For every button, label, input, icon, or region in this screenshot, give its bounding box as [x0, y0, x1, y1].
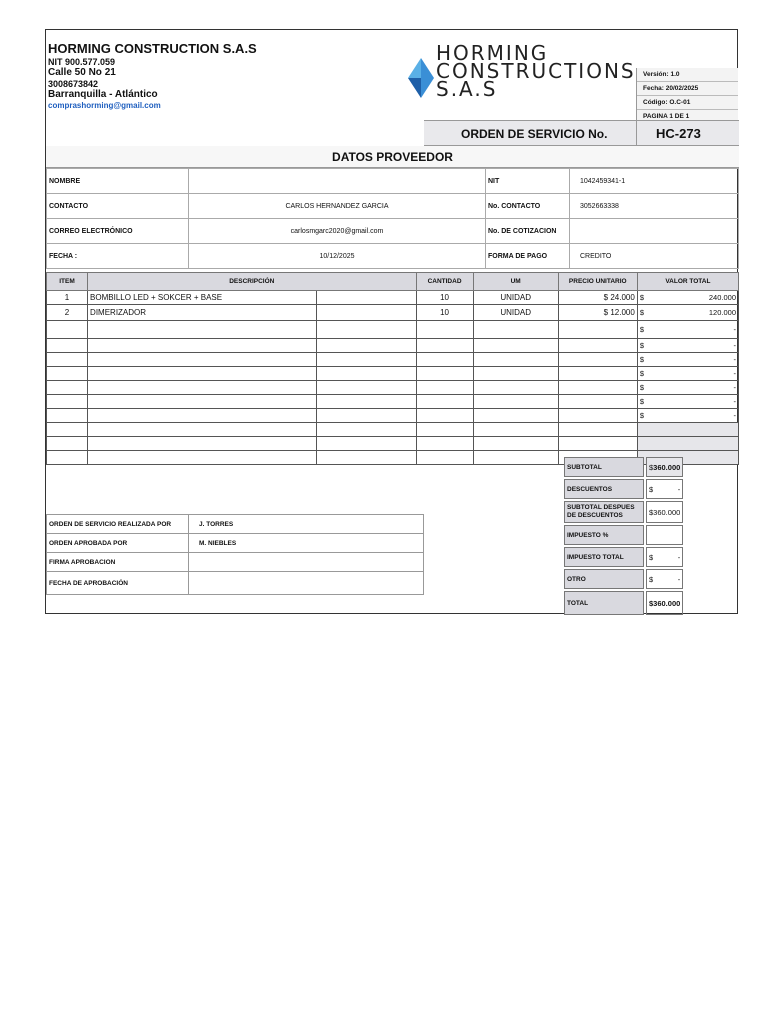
supplier-row-correo	[47, 219, 739, 244]
cell-descripcion[interactable]	[88, 339, 317, 353]
currency-symbol: $	[639, 369, 644, 378]
cotizacion-label: No. DE COTIZACION	[486, 219, 570, 244]
impuesto-total-amount: -	[677, 552, 681, 562]
subtotal-desc-value	[646, 501, 683, 523]
otro-row	[564, 569, 683, 589]
company-city: Barranquilla - Atlántico	[48, 89, 158, 101]
company-nit: NIT 900.577.059	[48, 56, 116, 67]
aprobada-label: ORDEN APROBADA POR	[47, 534, 189, 553]
firma-value[interactable]	[189, 553, 424, 572]
cell-item[interactable]	[47, 381, 88, 395]
logo-line-1: HORMING	[436, 41, 549, 65]
table-row	[47, 395, 739, 409]
cell-precio[interactable]	[558, 423, 637, 437]
cell-blank[interactable]	[317, 367, 416, 381]
cell-item[interactable]	[47, 451, 88, 465]
no-contacto-label: No. CONTACTO	[486, 194, 570, 219]
table-row	[47, 305, 739, 321]
money-value	[640, 369, 736, 378]
fecha-aprobacion-value[interactable]	[189, 572, 424, 595]
cell-item[interactable]	[47, 395, 88, 409]
valor-amount: 120.000	[708, 308, 736, 317]
impuesto-total-label: IMPUESTO TOTAL	[564, 547, 644, 567]
nombre-label: NOMBRE	[47, 169, 189, 194]
cell-um[interactable]	[473, 395, 558, 409]
company-name: HORMING CONSTRUCTION S.A.S	[48, 41, 257, 56]
logo-wordmark	[436, 41, 636, 101]
supplier-section-title: DATOS PROVEEDOR	[46, 146, 739, 168]
cell-valor	[637, 367, 738, 381]
cotizacion-value[interactable]	[570, 219, 739, 244]
cell-cantidad[interactable]: 10	[416, 291, 473, 305]
contacto-label: CONTACTO	[47, 194, 189, 219]
cell-valor	[637, 409, 738, 423]
cell-blank[interactable]	[317, 437, 416, 451]
no-contacto-value[interactable]: 3052663338	[570, 194, 739, 219]
descuentos-amount: -	[677, 484, 681, 494]
currency-symbol: $	[639, 293, 644, 302]
cell-blank[interactable]	[317, 321, 416, 339]
money-value	[640, 325, 736, 334]
col-um: UM	[473, 273, 558, 291]
fecha-aprobacion-row	[47, 572, 424, 595]
cell-precio[interactable]	[558, 409, 637, 423]
money-value	[640, 355, 736, 364]
divider	[636, 121, 637, 145]
valor-amount: -	[733, 355, 736, 364]
cell-item[interactable]	[47, 423, 88, 437]
money-value	[640, 383, 736, 392]
logo-line-2: CONSTRUCTIONS	[436, 59, 636, 83]
descuentos-value[interactable]	[646, 479, 683, 499]
totals-table	[562, 455, 739, 617]
cell-item[interactable]: 2	[47, 305, 88, 321]
service-order-sheet	[45, 29, 738, 614]
nit-value[interactable]: 1042459341-1	[570, 169, 739, 194]
cell-blank[interactable]	[317, 353, 416, 367]
subtotal-desc-row	[564, 501, 683, 523]
cell-descripcion[interactable]	[88, 437, 317, 451]
cell-cantidad[interactable]	[416, 395, 473, 409]
cell-um[interactable]	[473, 423, 558, 437]
cell-um[interactable]	[473, 409, 558, 423]
col-precio: PRECIO UNITARIO	[558, 273, 637, 291]
total-label: TOTAL	[564, 591, 644, 615]
firma-row	[47, 553, 424, 572]
currency-symbol: $	[649, 462, 654, 472]
currency-symbol: $	[639, 325, 644, 334]
currency-symbol: $	[639, 397, 644, 406]
subtotal-desc-amount: 360.000	[653, 507, 681, 517]
items-table	[46, 272, 739, 465]
supplier-row-contacto	[47, 194, 739, 219]
money-value	[640, 397, 736, 406]
cell-um[interactable]	[473, 437, 558, 451]
otro-label: OTRO	[564, 569, 644, 589]
currency-symbol: $	[649, 507, 654, 517]
cell-cantidad[interactable]	[416, 381, 473, 395]
valor-amount: -	[733, 397, 736, 406]
aprobada-row	[47, 534, 424, 553]
total-amount: 360.000	[653, 598, 681, 608]
fecha-label: FECHA :	[47, 244, 189, 269]
money-value	[640, 293, 736, 302]
cell-descripcion[interactable]	[88, 423, 317, 437]
fecha-value[interactable]: 10/12/2025	[189, 244, 486, 269]
subtotal-value	[646, 457, 683, 477]
realizada-row	[47, 515, 424, 534]
cell-um[interactable]	[473, 353, 558, 367]
cell-descripcion[interactable]	[88, 395, 317, 409]
cell-blank[interactable]	[317, 291, 416, 305]
currency-symbol: $	[649, 484, 654, 494]
cell-precio[interactable]: $ 12.000	[558, 305, 637, 321]
cell-blank[interactable]	[317, 409, 416, 423]
firma-label: FIRMA APROBACION	[47, 553, 189, 572]
cell-cantidad[interactable]	[416, 409, 473, 423]
cell-descripcion[interactable]: DIMERIZADOR	[88, 305, 317, 321]
cell-valor	[637, 291, 738, 305]
cell-precio[interactable]	[558, 353, 637, 367]
cell-um[interactable]	[473, 381, 558, 395]
table-row	[47, 291, 739, 305]
currency-symbol: $	[649, 574, 654, 584]
cell-cantidad[interactable]: 10	[416, 305, 473, 321]
impuesto-pct-value[interactable]	[646, 525, 683, 545]
valor-amount: -	[733, 369, 736, 378]
cell-item[interactable]	[47, 409, 88, 423]
cell-descripcion[interactable]	[88, 367, 317, 381]
table-row	[47, 437, 739, 451]
cell-valor	[637, 381, 738, 395]
order-label: ORDEN DE SERVICIO No.	[461, 127, 608, 141]
cell-precio[interactable]: $ 24.000	[558, 291, 637, 305]
cell-precio[interactable]	[558, 395, 637, 409]
cell-cantidad[interactable]	[416, 367, 473, 381]
table-row	[47, 321, 739, 339]
total-row	[564, 591, 683, 615]
cell-descripcion[interactable]	[88, 321, 317, 339]
cell-um[interactable]	[473, 451, 558, 465]
cell-valor	[637, 395, 738, 409]
company-email: comprashorming@gmail.com	[48, 100, 161, 110]
fecha-aprobacion-label: FECHA DE APROBACIÓN	[47, 572, 189, 595]
subtotal-label: SUBTOTAL	[564, 457, 644, 477]
table-row	[47, 409, 739, 423]
meta-code: Código: O.C-01	[637, 96, 738, 110]
cell-cantidad[interactable]	[416, 339, 473, 353]
cell-valor	[637, 339, 738, 353]
cell-cantidad[interactable]	[416, 353, 473, 367]
money-value	[640, 341, 736, 350]
cell-descripcion[interactable]	[88, 451, 317, 465]
cell-blank[interactable]	[317, 423, 416, 437]
cell-precio[interactable]	[558, 339, 637, 353]
table-row	[47, 339, 739, 353]
contacto-value[interactable]: CARLOS HERNANDEZ GARCIA	[189, 194, 486, 219]
total-value	[646, 591, 683, 615]
money-value	[640, 411, 736, 420]
col-item: ITEM	[47, 273, 88, 291]
cell-blank[interactable]	[317, 305, 416, 321]
cell-cantidad[interactable]	[416, 423, 473, 437]
approval-table	[46, 514, 424, 595]
subtotal-amount: 360.000	[653, 462, 681, 472]
otro-value[interactable]	[646, 569, 683, 589]
items-header-row	[47, 273, 739, 291]
company-info	[48, 42, 257, 110]
impuesto-pct-row	[564, 525, 683, 545]
nombre-value[interactable]	[189, 169, 486, 194]
valor-amount: -	[733, 411, 736, 420]
col-valor: VALOR TOTAL	[637, 273, 738, 291]
company-phone: 3008673842	[48, 78, 99, 89]
currency-symbol: $	[639, 355, 644, 364]
cell-um[interactable]	[473, 367, 558, 381]
cell-cantidad[interactable]	[416, 451, 473, 465]
correo-label: CORREO ELECTRÓNICO	[47, 219, 189, 244]
currency-symbol: $	[639, 383, 644, 392]
col-descripcion: DESCRIPCIÓN	[88, 273, 416, 291]
currency-symbol: $	[649, 552, 654, 562]
valor-amount: -	[733, 325, 736, 334]
cell-blank[interactable]	[317, 451, 416, 465]
cell-blank[interactable]	[317, 381, 416, 395]
valor-amount: -	[733, 383, 736, 392]
descuentos-label: DESCUENTOS	[564, 479, 644, 499]
table-row	[47, 367, 739, 381]
cell-cantidad[interactable]	[416, 321, 473, 339]
cell-descripcion[interactable]	[88, 381, 317, 395]
cell-valor	[637, 353, 738, 367]
cell-item[interactable]	[47, 321, 88, 339]
order-number-row	[424, 120, 739, 146]
supplier-row-fecha	[47, 244, 739, 269]
valor-amount: 240.000	[708, 293, 736, 302]
cell-item[interactable]: 1	[47, 291, 88, 305]
cell-precio[interactable]	[558, 437, 637, 451]
subtotal-row	[564, 457, 683, 477]
table-row	[47, 381, 739, 395]
impuesto-total-value	[646, 547, 683, 567]
table-row	[47, 353, 739, 367]
currency-symbol: $	[639, 308, 644, 317]
cell-item[interactable]	[47, 339, 88, 353]
table-row	[47, 423, 739, 437]
impuesto-pct-label: IMPUESTO %	[564, 525, 644, 545]
aprobada-value[interactable]: M. NIEBLES	[189, 534, 424, 553]
pago-label: FORMA DE PAGO	[486, 244, 570, 269]
cell-item[interactable]	[47, 437, 88, 451]
nit-label: NIT	[486, 169, 570, 194]
cell-item[interactable]	[47, 353, 88, 367]
cell-cantidad[interactable]	[416, 437, 473, 451]
cell-valor	[637, 321, 738, 339]
cell-descripcion[interactable]: BOMBILLO LED + SOKCER + BASE	[88, 291, 317, 305]
currency-symbol: $	[639, 411, 644, 420]
pago-value[interactable]: CREDITO	[570, 244, 739, 269]
meta-page: PAGINA 1 DE 1	[637, 110, 738, 124]
cell-um[interactable]: UNIDAD	[473, 291, 558, 305]
logo-line-3: S.A.S	[436, 77, 498, 101]
cell-precio[interactable]	[558, 381, 637, 395]
cell-item[interactable]	[47, 367, 88, 381]
meta-version: Versión: 1.0	[637, 68, 738, 82]
logo-mark-icon	[406, 56, 436, 100]
cell-descripcion[interactable]	[88, 353, 317, 367]
cell-valor	[637, 305, 738, 321]
cell-um[interactable]: UNIDAD	[473, 305, 558, 321]
company-address: Calle 50 No 21	[48, 67, 116, 79]
cell-blank[interactable]	[317, 395, 416, 409]
valor-amount: -	[733, 341, 736, 350]
order-number: HC-273	[656, 126, 701, 141]
descuentos-row	[564, 479, 683, 499]
currency-symbol: $	[649, 598, 654, 608]
cell-precio[interactable]	[558, 367, 637, 381]
cell-um[interactable]	[473, 339, 558, 353]
document-meta	[636, 68, 738, 124]
cell-blank[interactable]	[317, 339, 416, 353]
correo-value[interactable]: carlosmgarc2020@gmail.com	[189, 219, 486, 244]
cell-um[interactable]	[473, 321, 558, 339]
supplier-table	[46, 168, 739, 269]
subtotal-desc-label: SUBTOTAL DESPUES DE DESCUENTOS	[564, 501, 644, 523]
supplier-row-nombre	[47, 169, 739, 194]
realizada-label: ORDEN DE SERVICIO REALIZADA POR	[47, 515, 189, 534]
realizada-value[interactable]: J. TORRES	[189, 515, 424, 534]
col-cantidad: CANTIDAD	[416, 273, 473, 291]
cell-valor	[637, 423, 738, 437]
meta-date: Fecha: 20/02/2025	[637, 82, 738, 96]
impuesto-total-row	[564, 547, 683, 567]
cell-descripcion[interactable]	[88, 409, 317, 423]
cell-precio[interactable]	[558, 321, 637, 339]
cell-valor	[637, 437, 738, 451]
otro-amount: -	[677, 574, 681, 584]
currency-symbol: $	[639, 341, 644, 350]
money-value	[640, 308, 736, 317]
company-logo	[404, 41, 636, 124]
